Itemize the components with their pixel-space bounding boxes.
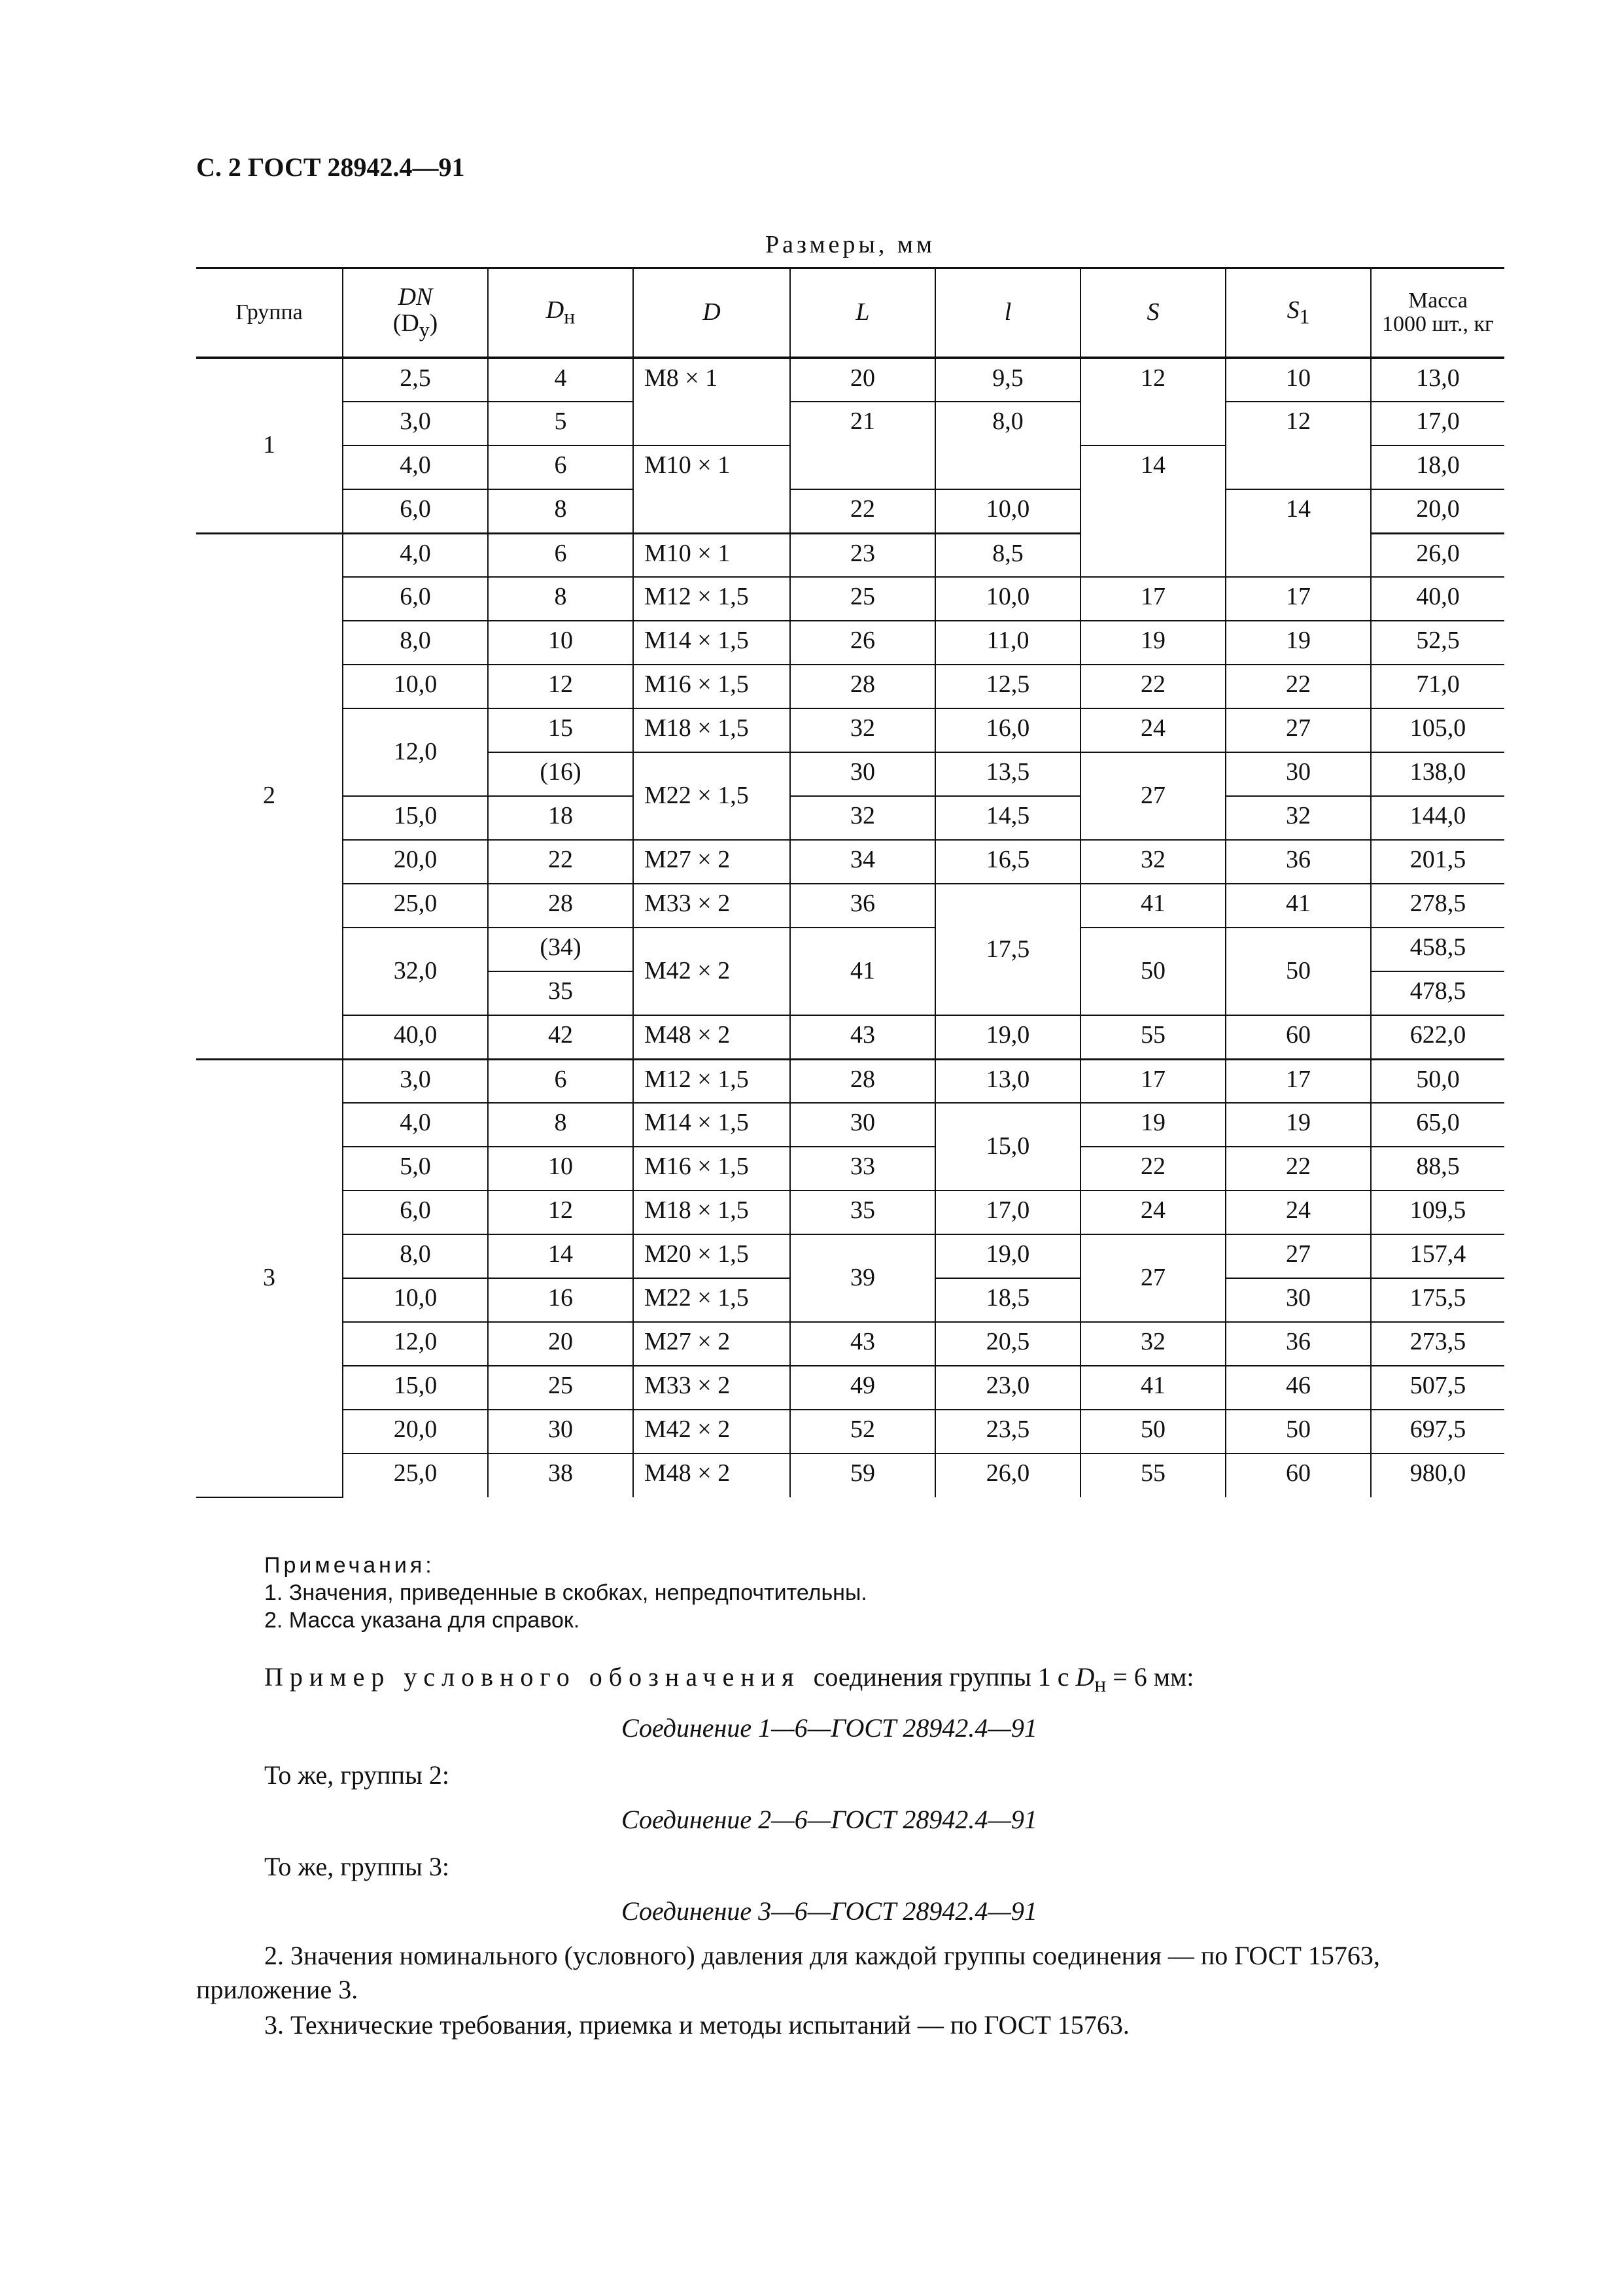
thread-cell: M33 × 2	[633, 1366, 790, 1410]
table-row	[196, 358, 1504, 402]
same-group-2: То же, группы 2:	[264, 1760, 449, 1790]
S1-cell: 24	[1226, 1191, 1371, 1234]
note-item: 2. Масса указана для справок.	[264, 1608, 580, 1633]
S1-cell: 17	[1226, 577, 1371, 621]
notes-block	[264, 1552, 867, 1634]
mass-cell: 697,5	[1371, 1410, 1504, 1453]
l-cell: 13,0	[935, 1059, 1080, 1103]
same-group-3: То же, группы 3:	[264, 1852, 449, 1881]
S-cell: 19	[1080, 1103, 1226, 1147]
L-cell: 28	[790, 1059, 935, 1103]
dh-cell: 12	[488, 1191, 633, 1234]
example-text-after: = 6 мм:	[1113, 1662, 1194, 1692]
mass-cell: 105,0	[1371, 708, 1504, 752]
S1-cell: 12	[1226, 402, 1371, 489]
mass-cell: 175,5	[1371, 1278, 1504, 1322]
L-cell: 28	[790, 665, 935, 708]
l-cell: 18,5	[935, 1278, 1080, 1322]
dh-cell: 15	[488, 708, 633, 752]
L-cell: 30	[790, 1103, 935, 1147]
table-row	[196, 665, 1504, 708]
dn-cell: 40,0	[343, 1015, 488, 1059]
thread-cell: M10 × 1	[633, 445, 790, 533]
thread-cell: M16 × 1,5	[633, 1147, 790, 1191]
header-l-lower: l	[935, 268, 1080, 358]
dh-cell: 12	[488, 665, 633, 708]
L-cell: 33	[790, 1147, 935, 1191]
mass-cell: 144,0	[1371, 796, 1504, 840]
table-row	[196, 1453, 1504, 1497]
mass-cell: 109,5	[1371, 1191, 1504, 1234]
table-row	[196, 708, 1504, 752]
S-cell: 41	[1080, 1366, 1226, 1410]
table-row	[196, 1015, 1504, 1059]
table-row	[196, 1059, 1504, 1103]
dh-cell: 4	[488, 358, 633, 402]
dn-cell: 15,0	[343, 796, 488, 840]
mass-cell: 273,5	[1371, 1322, 1504, 1366]
dn-cell: 4,0	[343, 533, 488, 577]
S1-cell: 19	[1226, 1103, 1371, 1147]
dh-cell: 20	[488, 1322, 633, 1366]
thread-cell: M48 × 2	[633, 1453, 790, 1497]
dh-cell: 8	[488, 577, 633, 621]
l-cell: 23,0	[935, 1366, 1080, 1410]
header-mass: Масса 1000 шт., кг	[1371, 268, 1504, 358]
dn-cell: 10,0	[343, 1278, 488, 1322]
dn-cell: 3,0	[343, 1059, 488, 1103]
S1-cell: 10	[1226, 358, 1371, 402]
table-row	[196, 621, 1504, 665]
mass-cell: 50,0	[1371, 1059, 1504, 1103]
example-text: соединения группы 1 с	[813, 1662, 1069, 1692]
mass-cell: 138,0	[1371, 752, 1504, 796]
example-label: Пример условного обозначения	[264, 1662, 801, 1692]
thread-cell: M48 × 2	[633, 1015, 790, 1059]
dimensions-table	[196, 267, 1504, 1498]
dn-cell: 8,0	[343, 1234, 488, 1278]
table-row	[196, 796, 1504, 840]
dh-cell: 14	[488, 1234, 633, 1278]
dh-cell: (16)	[488, 752, 633, 796]
notes-heading: Примечания:	[264, 1553, 435, 1578]
mass-cell: 26,0	[1371, 533, 1504, 577]
dn-cell: 20,0	[343, 1410, 488, 1453]
S1-cell: 32	[1226, 796, 1371, 840]
dn-cell: 32,0	[343, 928, 488, 1015]
dh-cell: 5	[488, 402, 633, 445]
L-cell: 23	[790, 533, 935, 577]
dn-cell: 25,0	[343, 1453, 488, 1497]
l-cell: 23,5	[935, 1410, 1080, 1453]
page-header: С. 2 ГОСТ 28942.4—91	[196, 152, 465, 182]
dn-cell: 8,0	[343, 621, 488, 665]
S-cell: 27	[1080, 1234, 1226, 1322]
thread-cell: M10 × 1	[633, 533, 790, 577]
thread-cell: M14 × 1,5	[633, 621, 790, 665]
dh-cell: 35	[488, 971, 633, 1015]
dn-cell: 10,0	[343, 665, 488, 708]
thread-cell: M42 × 2	[633, 928, 790, 1015]
dh-cell: 8	[488, 489, 633, 533]
S1-cell: 22	[1226, 1147, 1371, 1191]
S-cell: 32	[1080, 1322, 1226, 1366]
S1-cell: 17	[1226, 1059, 1371, 1103]
l-cell: 16,0	[935, 708, 1080, 752]
paragraph-3: 3. Технические требования, приемка и методы испытаний — по ГОСТ 15763.	[264, 2010, 1130, 2040]
l-cell: 17,0	[935, 1191, 1080, 1234]
l-cell: 9,5	[935, 358, 1080, 402]
l-cell: 14,5	[935, 796, 1080, 840]
header-l-upper: L	[790, 268, 935, 358]
thread-cell: M22 × 1,5	[633, 1278, 790, 1322]
designation-3: Соединение 3—6—ГОСТ 28942.4—91	[621, 1896, 1037, 1926]
dh-cell: 22	[488, 840, 633, 884]
l-cell: 19,0	[935, 1234, 1080, 1278]
L-cell: 35	[790, 1191, 935, 1234]
L-cell: 26	[790, 621, 935, 665]
S-cell: 32	[1080, 840, 1226, 884]
mass-cell: 65,0	[1371, 1103, 1504, 1147]
l-cell: 12,5	[935, 665, 1080, 708]
l-cell: 20,5	[935, 1322, 1080, 1366]
mass-cell: 52,5	[1371, 621, 1504, 665]
S-cell: 27	[1080, 752, 1226, 840]
thread-cell: M42 × 2	[633, 1410, 790, 1453]
group-cell: 3	[196, 1059, 343, 1497]
S-cell: 22	[1080, 1147, 1226, 1191]
L-cell: 21	[790, 402, 935, 489]
l-cell: 10,0	[935, 577, 1080, 621]
mass-cell: 71,0	[1371, 665, 1504, 708]
table-row	[196, 1410, 1504, 1453]
S-cell: 41	[1080, 884, 1226, 928]
header-dh: $D_н$	[488, 268, 633, 358]
S1-cell: 60	[1226, 1015, 1371, 1059]
thread-cell: M8 × 1	[633, 358, 790, 445]
l-cell: 10,0	[935, 489, 1080, 533]
dh-cell: 6	[488, 533, 633, 577]
dh-cell: 18	[488, 796, 633, 840]
designation-1: Соединение 1—6—ГОСТ 28942.4—91	[621, 1713, 1037, 1743]
paragraph-2: 2. Значения номинального (условного) давления для каждой группы соединения — по ГОСТ 15763, приложение 3.	[196, 1941, 1380, 2004]
thread-cell: M12 × 1,5	[633, 577, 790, 621]
L-cell: 32	[790, 796, 935, 840]
table-row	[196, 1103, 1504, 1147]
table-row	[196, 402, 1504, 445]
S1-cell: 50	[1226, 928, 1371, 1015]
dh-cell: 30	[488, 1410, 633, 1453]
S1-cell: 41	[1226, 884, 1371, 928]
L-cell: 32	[790, 708, 935, 752]
l-cell: 16,5	[935, 840, 1080, 884]
L-cell: 30	[790, 752, 935, 796]
header-group: Группа	[196, 268, 343, 358]
mass-cell: 17,0	[1371, 402, 1504, 445]
dn-cell: 3,0	[343, 402, 488, 445]
thread-cell: M18 × 1,5	[633, 708, 790, 752]
thread-cell: M12 × 1,5	[633, 1059, 790, 1103]
S1-cell: 22	[1226, 665, 1371, 708]
S-cell: 50	[1080, 928, 1226, 1015]
mass-cell: 20,0	[1371, 489, 1504, 533]
dn-cell: 4,0	[343, 445, 488, 489]
dh-cell: 28	[488, 884, 633, 928]
L-cell: 41	[790, 928, 935, 1015]
dh-cell: 25	[488, 1366, 633, 1410]
dn-cell: 6,0	[343, 1191, 488, 1234]
S-cell: 17	[1080, 577, 1226, 621]
thread-cell: M27 × 2	[633, 840, 790, 884]
dh-cell: 16	[488, 1278, 633, 1322]
dn-cell: 12,0	[343, 708, 488, 796]
dn-cell: 5,0	[343, 1147, 488, 1191]
mass-cell: 157,4	[1371, 1234, 1504, 1278]
header-dn: DN $(D_у)$	[343, 268, 488, 358]
l-cell: 17,5	[935, 884, 1080, 1015]
L-cell: 25	[790, 577, 935, 621]
table-row	[196, 884, 1504, 928]
S1-cell: 27	[1226, 708, 1371, 752]
l-cell: 11,0	[935, 621, 1080, 665]
dn-cell: 12,0	[343, 1322, 488, 1366]
mass-cell: 18,0	[1371, 445, 1504, 489]
S1-cell: 36	[1226, 840, 1371, 884]
group-cell: 2	[196, 533, 343, 1059]
S-cell: 12	[1080, 358, 1226, 445]
S-cell: 19	[1080, 621, 1226, 665]
dn-cell: 20,0	[343, 840, 488, 884]
dn-cell: 2,5	[343, 358, 488, 402]
l-cell: 8,5	[935, 533, 1080, 577]
dn-cell: 15,0	[343, 1366, 488, 1410]
mass-cell: 507,5	[1371, 1366, 1504, 1410]
S-cell: 55	[1080, 1453, 1226, 1497]
table-row	[196, 840, 1504, 884]
S1-cell: 19	[1226, 621, 1371, 665]
dh-cell: 8	[488, 1103, 633, 1147]
table-caption: Размеры, мм	[765, 231, 935, 258]
S-cell: 14	[1080, 445, 1226, 577]
thread-cell: M27 × 2	[633, 1322, 790, 1366]
example-symbol: D	[1075, 1662, 1095, 1692]
dn-cell: 6,0	[343, 489, 488, 533]
S1-cell: 27	[1226, 1234, 1371, 1278]
table-row	[196, 1234, 1504, 1278]
mass-cell: 201,5	[1371, 840, 1504, 884]
table-row	[196, 1366, 1504, 1410]
S1-cell: 30	[1226, 752, 1371, 796]
L-cell: 49	[790, 1366, 935, 1410]
dn-cell: 4,0	[343, 1103, 488, 1147]
dn-cell: 6,0	[343, 577, 488, 621]
S-cell: 24	[1080, 1191, 1226, 1234]
S1-cell: 50	[1226, 1410, 1371, 1453]
S-cell: 24	[1080, 708, 1226, 752]
dn-cell: 25,0	[343, 884, 488, 928]
table-row	[196, 928, 1504, 971]
S-cell: 55	[1080, 1015, 1226, 1059]
thread-cell: M33 × 2	[633, 884, 790, 928]
example-symbol-sub: н	[1094, 1673, 1107, 1697]
thread-cell: M20 × 1,5	[633, 1234, 790, 1278]
dh-cell: 6	[488, 445, 633, 489]
table-row	[196, 1322, 1504, 1366]
thread-cell: M16 × 1,5	[633, 665, 790, 708]
l-cell: 15,0	[935, 1103, 1080, 1191]
l-cell: 8,0	[935, 402, 1080, 489]
l-cell: 19,0	[935, 1015, 1080, 1059]
mass-cell: 13,0	[1371, 358, 1504, 402]
header-s: S	[1080, 268, 1226, 358]
note-item: 1. Значения, приведенные в скобках, непредпочтительны.	[264, 1580, 867, 1606]
L-cell: 43	[790, 1322, 935, 1366]
S1-cell: 60	[1226, 1453, 1371, 1497]
S1-cell: 46	[1226, 1366, 1371, 1410]
group-cell: 1	[196, 358, 343, 533]
mass-cell: 88,5	[1371, 1147, 1504, 1191]
l-cell: 13,5	[935, 752, 1080, 796]
L-cell: 59	[790, 1453, 935, 1497]
header-s1: $S_1$	[1226, 268, 1371, 358]
mass-cell: 40,0	[1371, 577, 1504, 621]
mass-cell: 278,5	[1371, 884, 1504, 928]
S-cell: 50	[1080, 1410, 1226, 1453]
S-cell: 22	[1080, 665, 1226, 708]
thread-cell: M18 × 1,5	[633, 1191, 790, 1234]
dh-cell: 10	[488, 621, 633, 665]
L-cell: 20	[790, 358, 935, 402]
l-cell: 26,0	[935, 1453, 1080, 1497]
mass-cell: 478,5	[1371, 971, 1504, 1015]
S-cell: 17	[1080, 1059, 1226, 1103]
dh-cell: 42	[488, 1015, 633, 1059]
dh-cell: 38	[488, 1453, 633, 1497]
table-row	[196, 489, 1504, 533]
L-cell: 52	[790, 1410, 935, 1453]
thread-cell: M14 × 1,5	[633, 1103, 790, 1147]
L-cell: 34	[790, 840, 935, 884]
table-row	[196, 1191, 1504, 1234]
table-row	[196, 577, 1504, 621]
mass-cell: 980,0	[1371, 1453, 1504, 1497]
S1-cell: 36	[1226, 1322, 1371, 1366]
header-d: D	[633, 268, 790, 358]
dh-cell: 6	[488, 1059, 633, 1103]
table-row	[196, 1147, 1504, 1191]
S1-cell: 30	[1226, 1278, 1371, 1322]
L-cell: 22	[790, 489, 935, 533]
thread-cell: M22 × 1,5	[633, 752, 790, 840]
L-cell: 36	[790, 884, 935, 928]
mass-cell: 622,0	[1371, 1015, 1504, 1059]
designation-2: Соединение 2—6—ГОСТ 28942.4—91	[621, 1805, 1037, 1834]
header-row	[196, 268, 1504, 358]
S1-cell: 14	[1226, 489, 1371, 577]
dh-cell: (34)	[488, 928, 633, 971]
dh-cell: 10	[488, 1147, 633, 1191]
L-cell: 39	[790, 1234, 935, 1322]
mass-cell: 458,5	[1371, 928, 1504, 971]
designation-example	[264, 1661, 1194, 1697]
L-cell: 43	[790, 1015, 935, 1059]
